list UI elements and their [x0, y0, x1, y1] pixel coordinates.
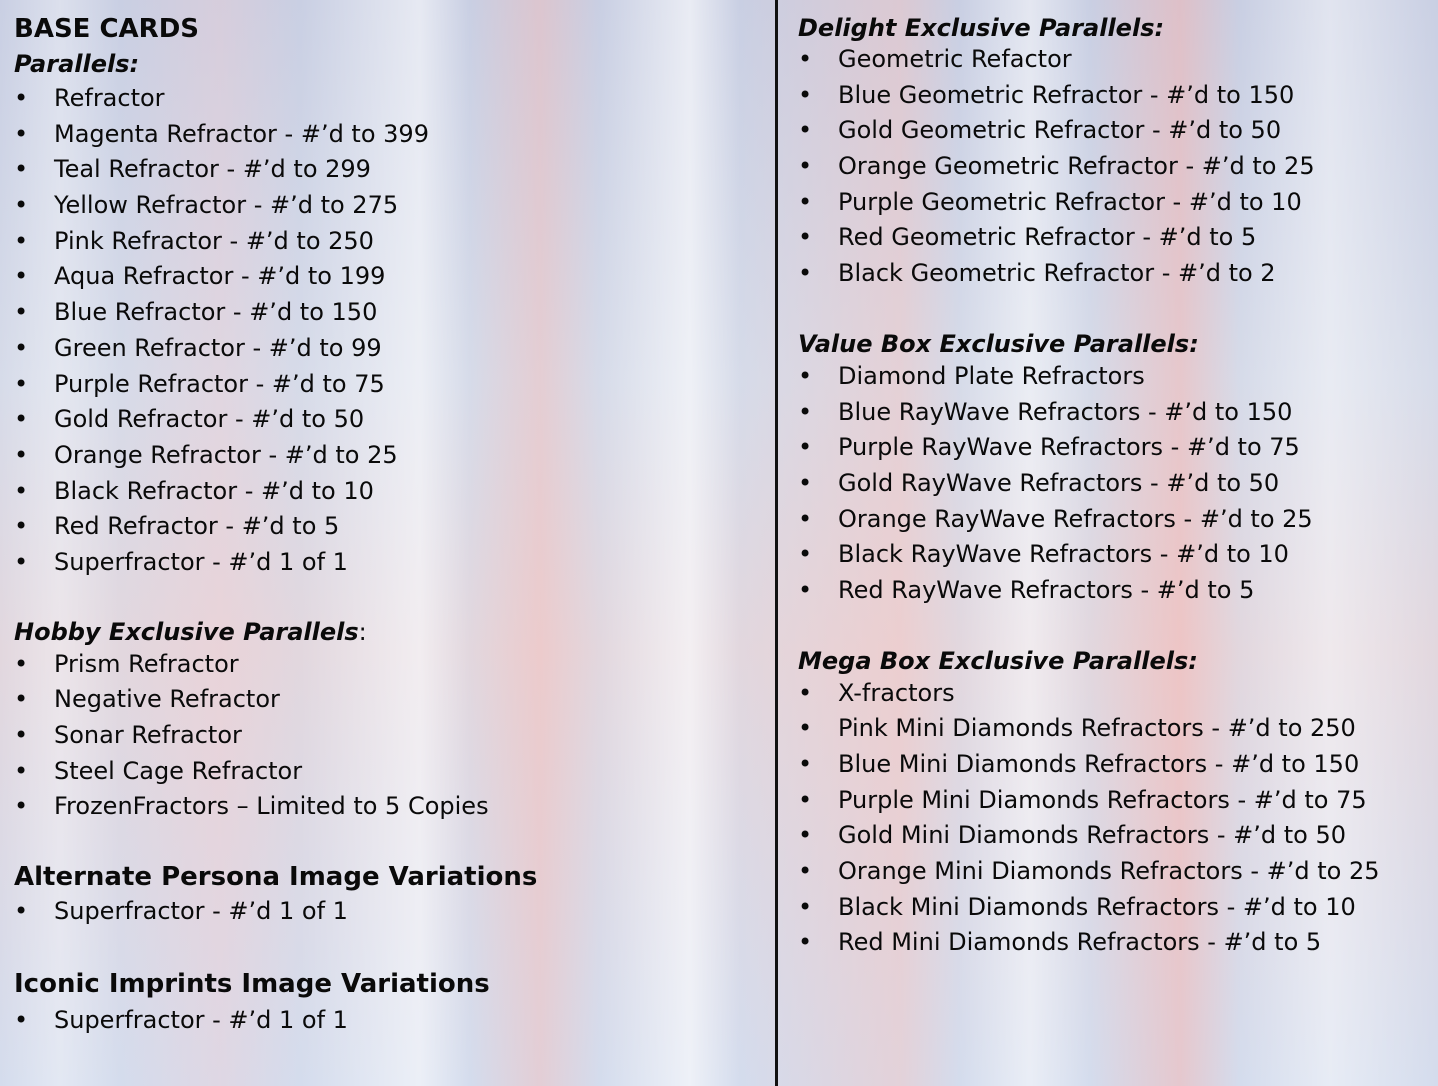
list-item	[14, 682, 769, 718]
bullet-icon: •	[798, 187, 813, 216]
bullet-icon: •	[14, 333, 29, 362]
list-item	[798, 395, 1428, 431]
list-item-text: Teal Refractor - #’d to 299	[54, 155, 371, 184]
bullet-icon: •	[798, 928, 813, 957]
list-item	[798, 149, 1428, 185]
value-box-exclusive-list	[798, 359, 1428, 609]
list-item	[798, 573, 1428, 609]
bullet-icon: •	[798, 504, 813, 533]
list-item	[798, 430, 1428, 466]
list-item-text: Orange Geometric Refractor - #’d to 25	[838, 152, 1315, 181]
bullet-icon: •	[14, 756, 29, 785]
bullet-icon: •	[798, 857, 813, 886]
list-item-text: Superfractor - #’d 1 of 1	[54, 1005, 348, 1034]
list-item-text: Purple Mini Diamonds Refractors - #’d to 75	[838, 785, 1367, 814]
list-item	[14, 224, 769, 260]
bullet-icon: •	[14, 476, 29, 505]
bullet-icon: •	[798, 80, 813, 109]
list-item	[798, 711, 1428, 747]
list-item	[14, 754, 769, 790]
list-item-text: Black RayWave Refractors - #’d to 10	[838, 540, 1289, 569]
list-item	[798, 256, 1428, 292]
bullet-icon: •	[14, 405, 29, 434]
left-column	[14, 0, 769, 1086]
list-item	[798, 220, 1428, 256]
list-item	[798, 113, 1428, 149]
list-item	[798, 466, 1428, 502]
list-item-text: Refractor	[54, 84, 165, 112]
bullet-icon: •	[14, 792, 29, 821]
list-item-text: Aqua Refractor - #’d to 199	[54, 262, 386, 291]
iconic-imprints-heading: Iconic Imprints Image Variations	[14, 968, 490, 999]
bullet-icon: •	[14, 512, 29, 541]
parallels-list	[14, 81, 769, 581]
alternate-persona-heading: Alternate Persona Image Variations	[14, 862, 538, 893]
list-item-text: Pink Refractor - #’d to 250	[54, 226, 374, 255]
list-item	[798, 359, 1428, 395]
bullet-icon: •	[14, 897, 29, 926]
list-item-text: FrozenFractors – Limited to 5 Copies	[54, 792, 489, 821]
list-item-text: Black Geometric Refractor - #’d to 2	[838, 259, 1276, 288]
bullet-icon: •	[14, 191, 29, 220]
list-item	[14, 117, 769, 153]
list-item	[14, 259, 769, 295]
list-item-text: Black Mini Diamonds Refractors - #’d to 10	[838, 892, 1356, 921]
bullet-icon: •	[14, 369, 29, 398]
list-item	[798, 818, 1428, 854]
bullet-icon: •	[14, 226, 29, 255]
list-item-text: Orange Mini Diamonds Refractors - #’d to 25	[838, 857, 1380, 886]
list-item	[14, 367, 769, 403]
list-item-text: Blue Mini Diamonds Refractors - #’d to 150	[838, 750, 1360, 778]
list-item	[14, 1003, 769, 1039]
bullet-icon: •	[798, 575, 813, 604]
bullet-icon: •	[798, 45, 813, 73]
list-item-text: Orange Refractor - #’d to 25	[54, 440, 398, 469]
list-item-text: Pink Mini Diamonds Refractors - #’d to 250	[838, 714, 1356, 743]
bullet-icon: •	[798, 433, 813, 462]
bullet-icon: •	[798, 892, 813, 921]
list-item-text: Prism Refractor	[54, 649, 239, 678]
parallels-heading: Parallels:	[14, 50, 140, 78]
list-item-text: Blue RayWave Refractors - #’d to 150	[838, 397, 1293, 426]
list-item	[14, 402, 769, 438]
alternate-persona-list	[14, 894, 769, 930]
mega-box-exclusive-list	[798, 676, 1428, 962]
list-item	[14, 718, 769, 754]
bullet-icon: •	[798, 821, 813, 850]
iconic-imprints-list	[14, 1003, 769, 1039]
list-item-text: Red RayWave Refractors - #’d to 5	[838, 575, 1255, 604]
list-item	[14, 295, 769, 331]
list-item	[14, 509, 769, 545]
list-item-text: Blue Geometric Refractor - #’d to 150	[838, 80, 1295, 109]
list-item	[798, 78, 1428, 114]
hobby-exclusive-heading	[14, 618, 769, 646]
bullet-icon: •	[14, 685, 29, 714]
list-item	[798, 890, 1428, 926]
bullet-icon: •	[798, 361, 813, 390]
list-item-text: Red Mini Diamonds Refractors - #’d to 5	[838, 928, 1322, 957]
list-item-text: Negative Refractor	[54, 685, 280, 714]
bullet-icon: •	[798, 785, 813, 814]
delight-exclusive-heading: Delight Exclusive Parallels:	[798, 14, 1165, 42]
list-item-text: Purple RayWave Refractors - #’d to 75	[838, 433, 1300, 462]
bullet-icon: •	[14, 155, 29, 184]
mega-box-exclusive-heading: Mega Box Exclusive Parallels:	[798, 646, 1198, 675]
list-item-text: Superfractor - #’d 1 of 1	[54, 547, 348, 576]
delight-exclusive-list	[798, 42, 1428, 292]
list-item-text: Gold Mini Diamonds Refractors - #’d to 50	[838, 821, 1347, 850]
list-item-text: Superfractor - #’d 1 of 1	[54, 897, 348, 926]
bullet-icon: •	[798, 397, 813, 426]
bullet-icon: •	[798, 152, 813, 181]
hobby-exclusive-list	[14, 647, 769, 825]
list-item	[14, 188, 769, 224]
list-item	[14, 152, 769, 188]
list-item	[14, 81, 769, 117]
list-item-text: Steel Cage Refractor	[54, 756, 303, 785]
bullet-icon: •	[798, 678, 813, 707]
list-item-text: Purple Geometric Refractor - #’d to 10	[838, 187, 1302, 216]
bullet-icon: •	[798, 116, 813, 145]
list-item-text: Gold RayWave Refractors - #’d to 50	[838, 468, 1280, 497]
list-item	[14, 331, 769, 367]
list-item-text: Black Refractor - #’d to 10	[54, 476, 374, 505]
list-item-text: Orange RayWave Refractors - #’d to 25	[838, 504, 1313, 533]
bullet-icon: •	[14, 84, 29, 112]
list-item	[798, 502, 1428, 538]
list-item	[798, 42, 1428, 78]
list-item-text: Yellow Refractor - #’d to 275	[54, 191, 399, 220]
bullet-icon: •	[14, 119, 29, 148]
list-item	[798, 783, 1428, 819]
base-cards-title: BASE CARDS	[14, 14, 200, 44]
list-item	[14, 894, 769, 930]
list-item-text: X-fractors	[838, 678, 955, 707]
column-divider	[775, 0, 778, 1086]
bullet-icon: •	[798, 750, 813, 778]
list-item	[14, 789, 769, 825]
bullet-icon: •	[14, 262, 29, 291]
list-item	[798, 925, 1428, 961]
list-item-text: Red Refractor - #’d to 5	[54, 512, 340, 541]
bullet-icon: •	[14, 298, 29, 327]
list-item	[798, 854, 1428, 890]
list-item-text: Blue Refractor - #’d to 150	[54, 298, 378, 327]
bullet-icon: •	[798, 540, 813, 569]
list-item	[14, 647, 769, 683]
bullet-icon: •	[14, 1005, 29, 1034]
bullet-icon: •	[798, 259, 813, 288]
bullet-icon: •	[14, 649, 29, 678]
list-item-text: Diamond Plate Refractors	[838, 361, 1145, 390]
list-item	[14, 545, 769, 581]
list-item-text: Gold Geometric Refractor - #’d to 50	[838, 116, 1282, 145]
bullet-icon: •	[14, 440, 29, 469]
bullet-icon: •	[798, 714, 813, 743]
bullet-icon: •	[14, 721, 29, 749]
hobby-exclusive-heading-text: Hobby Exclusive Parallels	[14, 617, 359, 646]
bullet-icon: •	[798, 223, 813, 252]
list-item-text: Sonar Refractor	[54, 721, 242, 749]
bullet-icon: •	[14, 547, 29, 576]
list-item	[14, 438, 769, 474]
list-item-text: Green Refractor - #’d to 99	[54, 333, 382, 362]
list-item	[798, 747, 1428, 783]
hobby-exclusive-heading-colon: :	[358, 617, 367, 646]
list-item	[14, 474, 769, 510]
list-item-text: Geometric Refactor	[838, 45, 1072, 73]
list-item	[798, 185, 1428, 221]
list-item-text: Purple Refractor - #’d to 75	[54, 369, 385, 398]
list-item	[798, 537, 1428, 573]
list-item-text: Gold Refractor - #’d to 50	[54, 405, 365, 434]
right-column	[798, 0, 1428, 1086]
list-item	[798, 676, 1428, 712]
value-box-exclusive-heading: Value Box Exclusive Parallels:	[798, 329, 1199, 358]
bullet-icon: •	[798, 468, 813, 497]
list-item-text: Magenta Refractor - #’d to 399	[54, 119, 429, 148]
list-item-text: Red Geometric Refractor - #’d to 5	[838, 223, 1257, 252]
